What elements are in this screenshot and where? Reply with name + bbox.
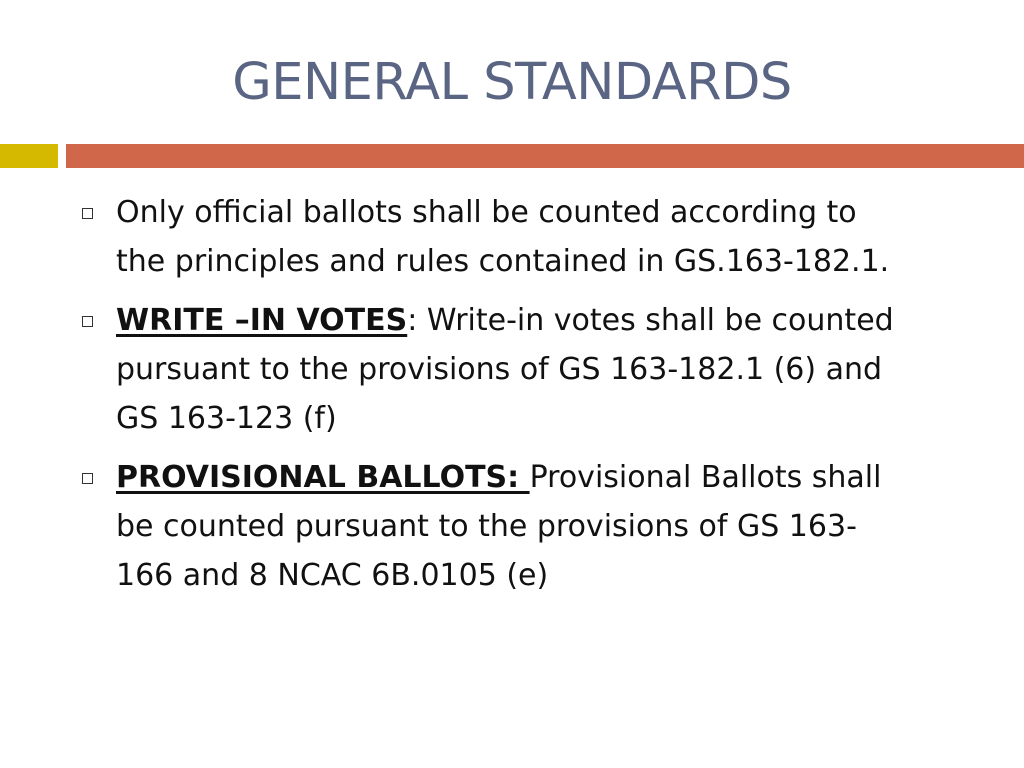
square-outline-icon xyxy=(82,473,93,484)
bullet-line: Only official ballots shall be counted according to xyxy=(116,195,857,230)
bullet-line: 166 and 8 NCAC 6B.0105 (e) xyxy=(116,558,549,593)
bullet-text: : Write-in votes shall be counted xyxy=(407,303,894,338)
bullet-first-line xyxy=(116,296,982,345)
bullet-item-official-ballots xyxy=(82,188,982,286)
square-outline-icon xyxy=(82,316,93,327)
accent-bar-orange xyxy=(66,144,1024,168)
bullet-line: the principles and rules contained in GS.163-182.1. xyxy=(116,244,890,279)
bullet-line: pursuant to the provisions of GS 163-182.1 (6) and xyxy=(116,352,883,387)
bullet-line: GS 163-123 (f) xyxy=(116,401,337,436)
bullet-list xyxy=(82,188,982,610)
bullet-item-write-in-votes xyxy=(82,296,982,443)
bullet-first-line xyxy=(116,453,982,502)
bullet-text: Provisional Ballots shall xyxy=(529,460,882,495)
bullet-term: WRITE –IN VOTES xyxy=(116,303,408,338)
square-outline-icon xyxy=(82,208,93,219)
slide-title: GENERAL STANDARDS xyxy=(232,53,792,112)
bullet-item-provisional-ballots xyxy=(82,453,982,600)
bullet-term: PROVISIONAL BALLOTS: xyxy=(116,460,530,495)
bullet-line: be counted pursuant to the provisions of GS 163- xyxy=(116,509,857,544)
accent-bar-yellow xyxy=(0,144,58,168)
